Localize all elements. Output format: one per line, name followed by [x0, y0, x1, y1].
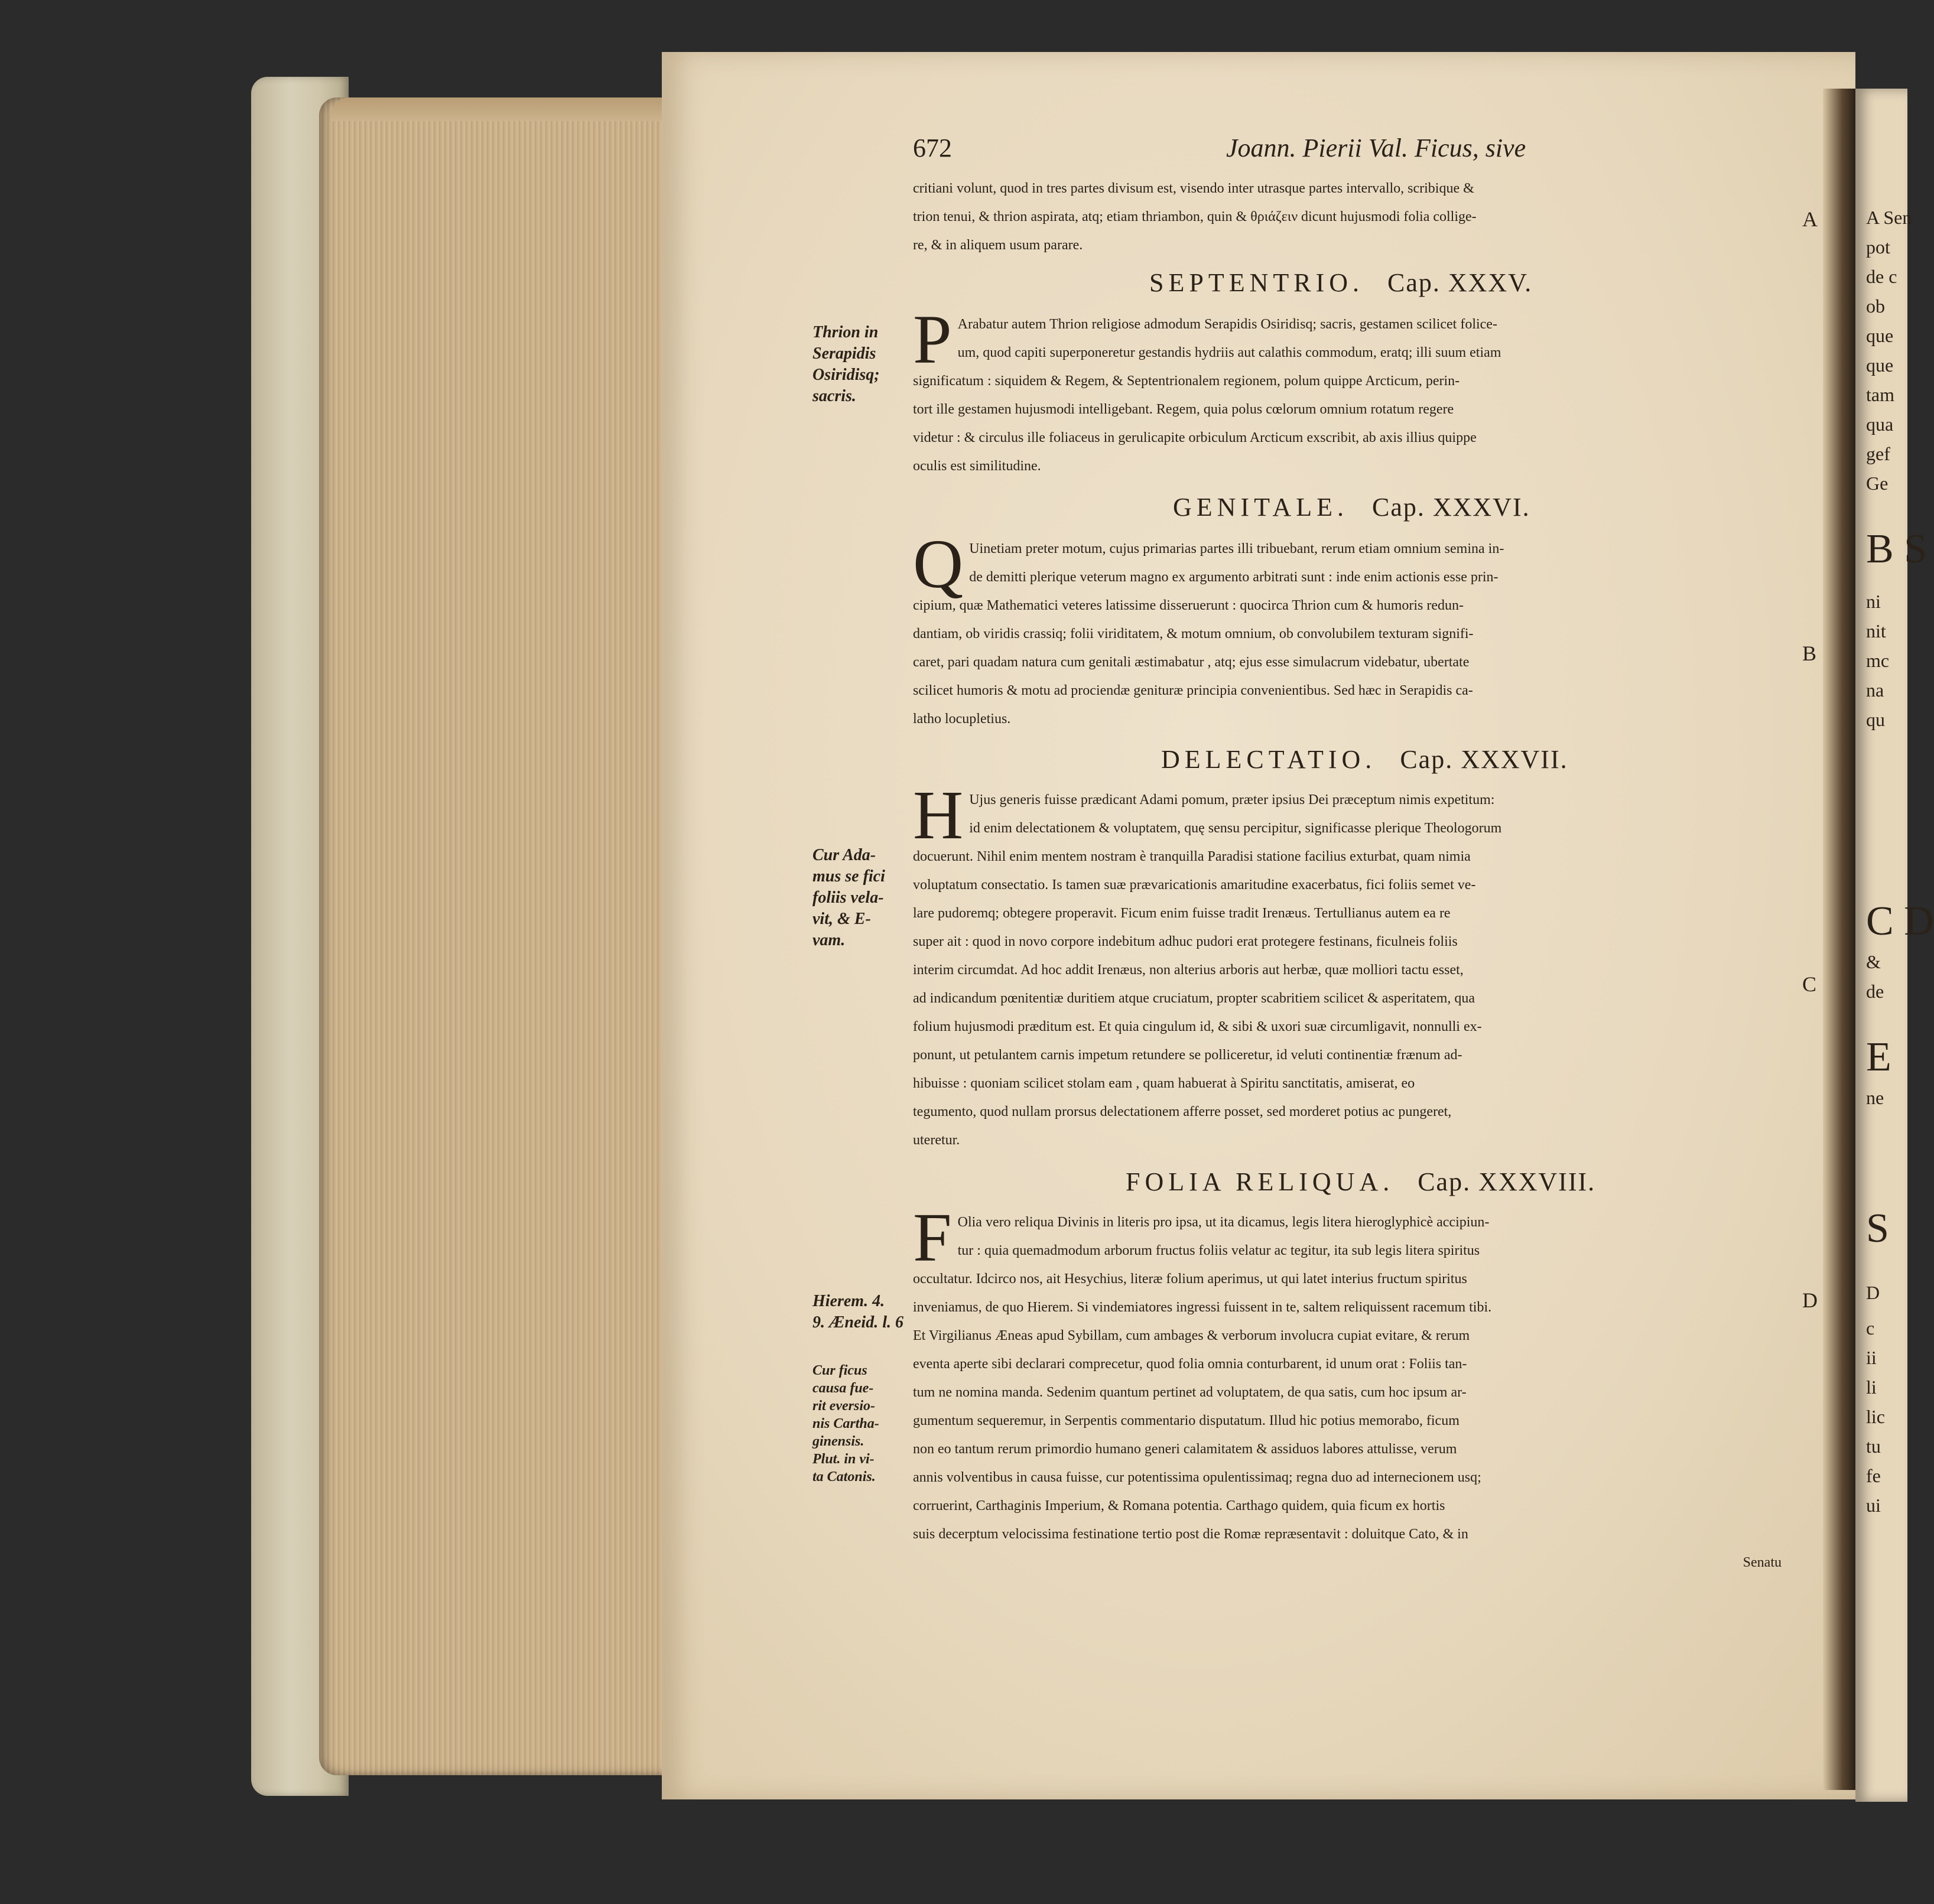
facing-fragment: de — [1866, 981, 1884, 1002]
page-number: 672 — [913, 134, 952, 162]
text-line: voluptatum consectatio. Is tamen suæ prævaricationis amaritudine exacerbatus, fici foliis semet ve- — [913, 877, 1476, 893]
book-gutter — [1823, 89, 1858, 1790]
text-line: re, & in aliquem usum parare. — [913, 237, 1083, 253]
margin-note-adamus: Cur Ada- mus se fici foliis vela- vit, & E- vam. — [812, 846, 885, 949]
facing-fragment: Ge — [1866, 473, 1889, 494]
text-line: docuerunt. Nihil enim mentem nostram è tranquilla Paradisi statione facilius exturbat, quam nimia — [913, 849, 1471, 864]
chapter-paragraph — [913, 1199, 1805, 1577]
facing-fragment: S — [1866, 1206, 1889, 1251]
text-line: Uinetiam preter motum, cujus primarias partes illi tribuebant, rerum etiam omnium semina in- — [969, 541, 1504, 556]
facing-fragment: lic — [1866, 1406, 1885, 1427]
text-line: Et Virgilianus Æneas apud Sybillam, cum ambages & verborum involucra cupiat evitare, & rerum — [913, 1328, 1470, 1343]
facing-fragment: ob — [1866, 295, 1885, 317]
margin-letter-c: C — [1802, 972, 1817, 996]
text-line: gumentum sequeremur, in Serpentis commentario disputatum. Illud hic potius memorabo, ficum — [913, 1413, 1460, 1428]
text-line: annis volventibus in causa fuisse, cur potentissima opulentissimaq; regna duo ad internecionem usq; — [913, 1470, 1481, 1485]
facing-fragment: de c — [1866, 266, 1897, 287]
margin-letter-a: A — [1802, 207, 1818, 231]
text-line: caret, pari quadam natura cum genitali æstimabatur , atq; ejus esse simulacrum videbatur, ubertate — [913, 655, 1470, 670]
facing-page — [1855, 89, 1934, 1802]
facing-fragment: tam — [1866, 384, 1894, 405]
margin-letter-b: B — [1802, 642, 1817, 665]
facing-fragment: nit — [1866, 620, 1886, 642]
text-line: latho locupletius. — [913, 711, 1011, 727]
text-line: lare pudoremq; obtegere properavit. Ficum enim fuisse tradit Irenæus. Tertullianus autem ea re — [913, 906, 1451, 921]
facing-fragment: qua — [1866, 414, 1894, 435]
margin-note-carthago: Cur ficus causa fue- rit eversio- nis Cartha- ginensis. Plut. in vi- ta Catonis. — [812, 1363, 879, 1485]
text-line: oculis est similitudine. — [913, 458, 1041, 474]
book-page-block — [319, 97, 674, 1775]
chapter-heading: DELECTATIO. Cap. XXXVII. — [1161, 745, 1568, 774]
facing-fragment: C D — [1866, 899, 1934, 944]
drop-cap: F — [913, 1199, 952, 1276]
chapter-paragraph — [913, 776, 1805, 1154]
facing-fragment: ii — [1866, 1347, 1877, 1368]
text-line: Olia vero reliqua Divinis in literis pro ipsa, ut ita dicamus, legis litera hieroglyphicè accipiun- — [957, 1215, 1490, 1230]
facing-fragment: que — [1866, 354, 1894, 376]
text-line: critiani volunt, quod in tres partes divisum est, visendo inter utrasque partes intervallo, scribique & — [913, 181, 1474, 196]
text-line: ad indicandum pœnitentiæ duritiem atque cruciatum, propter scabritiem scilicet & asperitatem, qua — [913, 991, 1475, 1006]
text-line: Ujus generis fuisse prædicant Adami pomum, præter ipsius Dei præceptum nimis expetitum: — [969, 792, 1495, 808]
facing-fragment: fe — [1866, 1465, 1881, 1486]
drop-cap: Q — [913, 525, 964, 603]
facing-fragment: A Sen — [1866, 207, 1912, 228]
chapter-paragraph — [913, 301, 1805, 480]
text-line: uteretur. — [913, 1132, 960, 1148]
facing-fragment: ne — [1866, 1087, 1884, 1108]
text-line: um, quod capiti superponeretur gestandis hydriis aut calathis commodum, eratq; illi suum etiam — [957, 345, 1501, 360]
facing-fragment: ui — [1866, 1495, 1881, 1516]
text-line: cipium, quæ Mathematici veteres latissime disseruerunt : quocirca Thrion cum & humoris redun- — [913, 598, 1464, 613]
text-line: non eo tantum rerum primordio humano generi calamitatem & assiduos labores attulisse, verum — [913, 1441, 1457, 1457]
text-line: trion tenui, & thrion aspirata, atq; etiam thriambon, quin & θριάζειν dicunt hujusmodi folia collige- — [913, 209, 1477, 224]
text-line: tum ne nomina manda. Sedenim quantum pertinet ad voluptatem, de qua satis, cum hoc ipsum ar- — [913, 1385, 1467, 1400]
text-line: tegumento, quod nullam prorsus delectationem afferre posset, sed morderet potius ac pungeret, — [913, 1104, 1452, 1119]
text-line: super ait : quod in novo corpore indebitum adhuc pudori erat protegere festinans, ficulneis foliis — [913, 934, 1458, 949]
text-line: inveniamus, de quo Hierem. Si vindemiatores ingressi fuissent in te, saltem reliquissent racemum tibi. — [913, 1300, 1492, 1315]
text-line: occultatur. Idcirco nos, ait Hesychius, literæ folium aperimus, ut qui latet interius fructum spiritus — [913, 1271, 1467, 1287]
text-line: id enim delectationem & voluptatem, quę sensu percipitur, significasse plerique Theologorum — [969, 821, 1502, 836]
facing-fragment: que — [1866, 325, 1894, 346]
margin-letter-d: D — [1802, 1288, 1818, 1312]
text-line: ponunt, ut petulantem carnis impetum retundere se polliceretur, id veluti continentiæ frænum ad- — [913, 1047, 1462, 1063]
facing-fragment: tu — [1866, 1436, 1881, 1457]
text-line: tur : quia quemadmodum arborum fructus foliis velatur ac tegitur, ita sub legis litera spiritus — [957, 1243, 1480, 1258]
facing-fragment: qu — [1866, 709, 1885, 730]
running-title: Joann. Pierii Val. Ficus, sive — [1226, 134, 1526, 162]
facing-fragment: na — [1866, 679, 1884, 701]
chapter-heading: SEPTENTRIO. Cap. XXXV. — [1149, 268, 1533, 297]
facing-fragment: E — [1866, 1034, 1891, 1080]
facing-fragment: pot — [1866, 236, 1890, 258]
text-line: significatum : siquidem & Regem, & Septentrionalem regionem, polum quippe Arcticum, perin- — [913, 373, 1460, 389]
chapter-heading: GENITALE. Cap. XXXVI. — [1173, 493, 1530, 522]
text-line: tort ille gestamen hujusmodi intelligebant. Regem, quia polus cœlorum omnium rotatum regere — [913, 402, 1454, 417]
text-line: Arabatur autem Thrion religiose admodum Serapidis Osiridisq; sacris, gestamen scilicet folice- — [957, 317, 1497, 332]
facing-fragment: gef — [1866, 443, 1890, 464]
drop-cap: H — [913, 776, 964, 854]
text-line: videtur : & circulus ille foliaceus in gerulicapite orbiculum Arcticum exscribit, ab axis illius quippe — [913, 430, 1477, 445]
text-line: interim circumdat. Ad hoc addit Irenæus, non alterius arboris aut herbæ, quæ molliori tactu esset, — [913, 962, 1464, 978]
text-line: hibuisse : quoniam scilicet stolam eam , quam habuerat à Spiritu sanctitatis, amiserat, eo — [913, 1076, 1415, 1091]
facing-fragment: & — [1866, 951, 1881, 972]
intro-paragraph — [913, 174, 1805, 259]
margin-note-thrion: Thrion in Serapidis Osiridisq; sacris. — [812, 323, 880, 405]
facing-fragment: c — [1866, 1317, 1875, 1339]
text-line: suis decerptum velocissima festinatione tertio post die Romæ repræsentavit : doluitque Cato, & in — [913, 1527, 1468, 1542]
facing-fragment: D — [1866, 1282, 1880, 1303]
catchword: Senatu — [1743, 1555, 1782, 1570]
drop-cap: P — [913, 301, 952, 378]
facing-fragment: B S — [1866, 526, 1928, 572]
chapter-paragraph — [913, 525, 1805, 733]
text-line: scilicet humoris & motu ad prociendæ genituræ principia convenientibus. Sed hæc in Serapidis ca- — [913, 683, 1473, 698]
text-line: de demitti plerique veterum magno ex argumento arbitrati sunt : inde enim actionis esse prin- — [969, 569, 1499, 585]
chapter-heading: FOLIA RELIQUA. Cap. XXXVIII. — [1126, 1167, 1596, 1196]
facing-fragment: mc — [1866, 650, 1890, 671]
text-line: eventa aperte sibi declarari comprecetur, quod folia omnia conturbarent, id unum orat : Foliis tan- — [913, 1356, 1467, 1372]
facing-fragment: li — [1866, 1376, 1877, 1398]
running-head — [913, 133, 1805, 168]
text-line: folium hujusmodi præditum est. Et quia cingulum id, & sibi & uxori suæ circumligavit, nonnulli ex- — [913, 1019, 1482, 1034]
text-line: dantiam, ob viridis crassiq; folii viriditatem, & motum omnium, ob convolubilem texturam signifi- — [913, 626, 1474, 642]
text-line: corruerint, Carthaginis Imperium, & Romana potentia. Carthago quidem, quia ficum ex hortis — [913, 1498, 1445, 1514]
facing-fragment: ni — [1866, 591, 1881, 612]
margin-note-hierem: Hierem. 4. 9. Æneid. l. 6 — [812, 1292, 903, 1332]
page-block-top-edge — [331, 97, 662, 121]
